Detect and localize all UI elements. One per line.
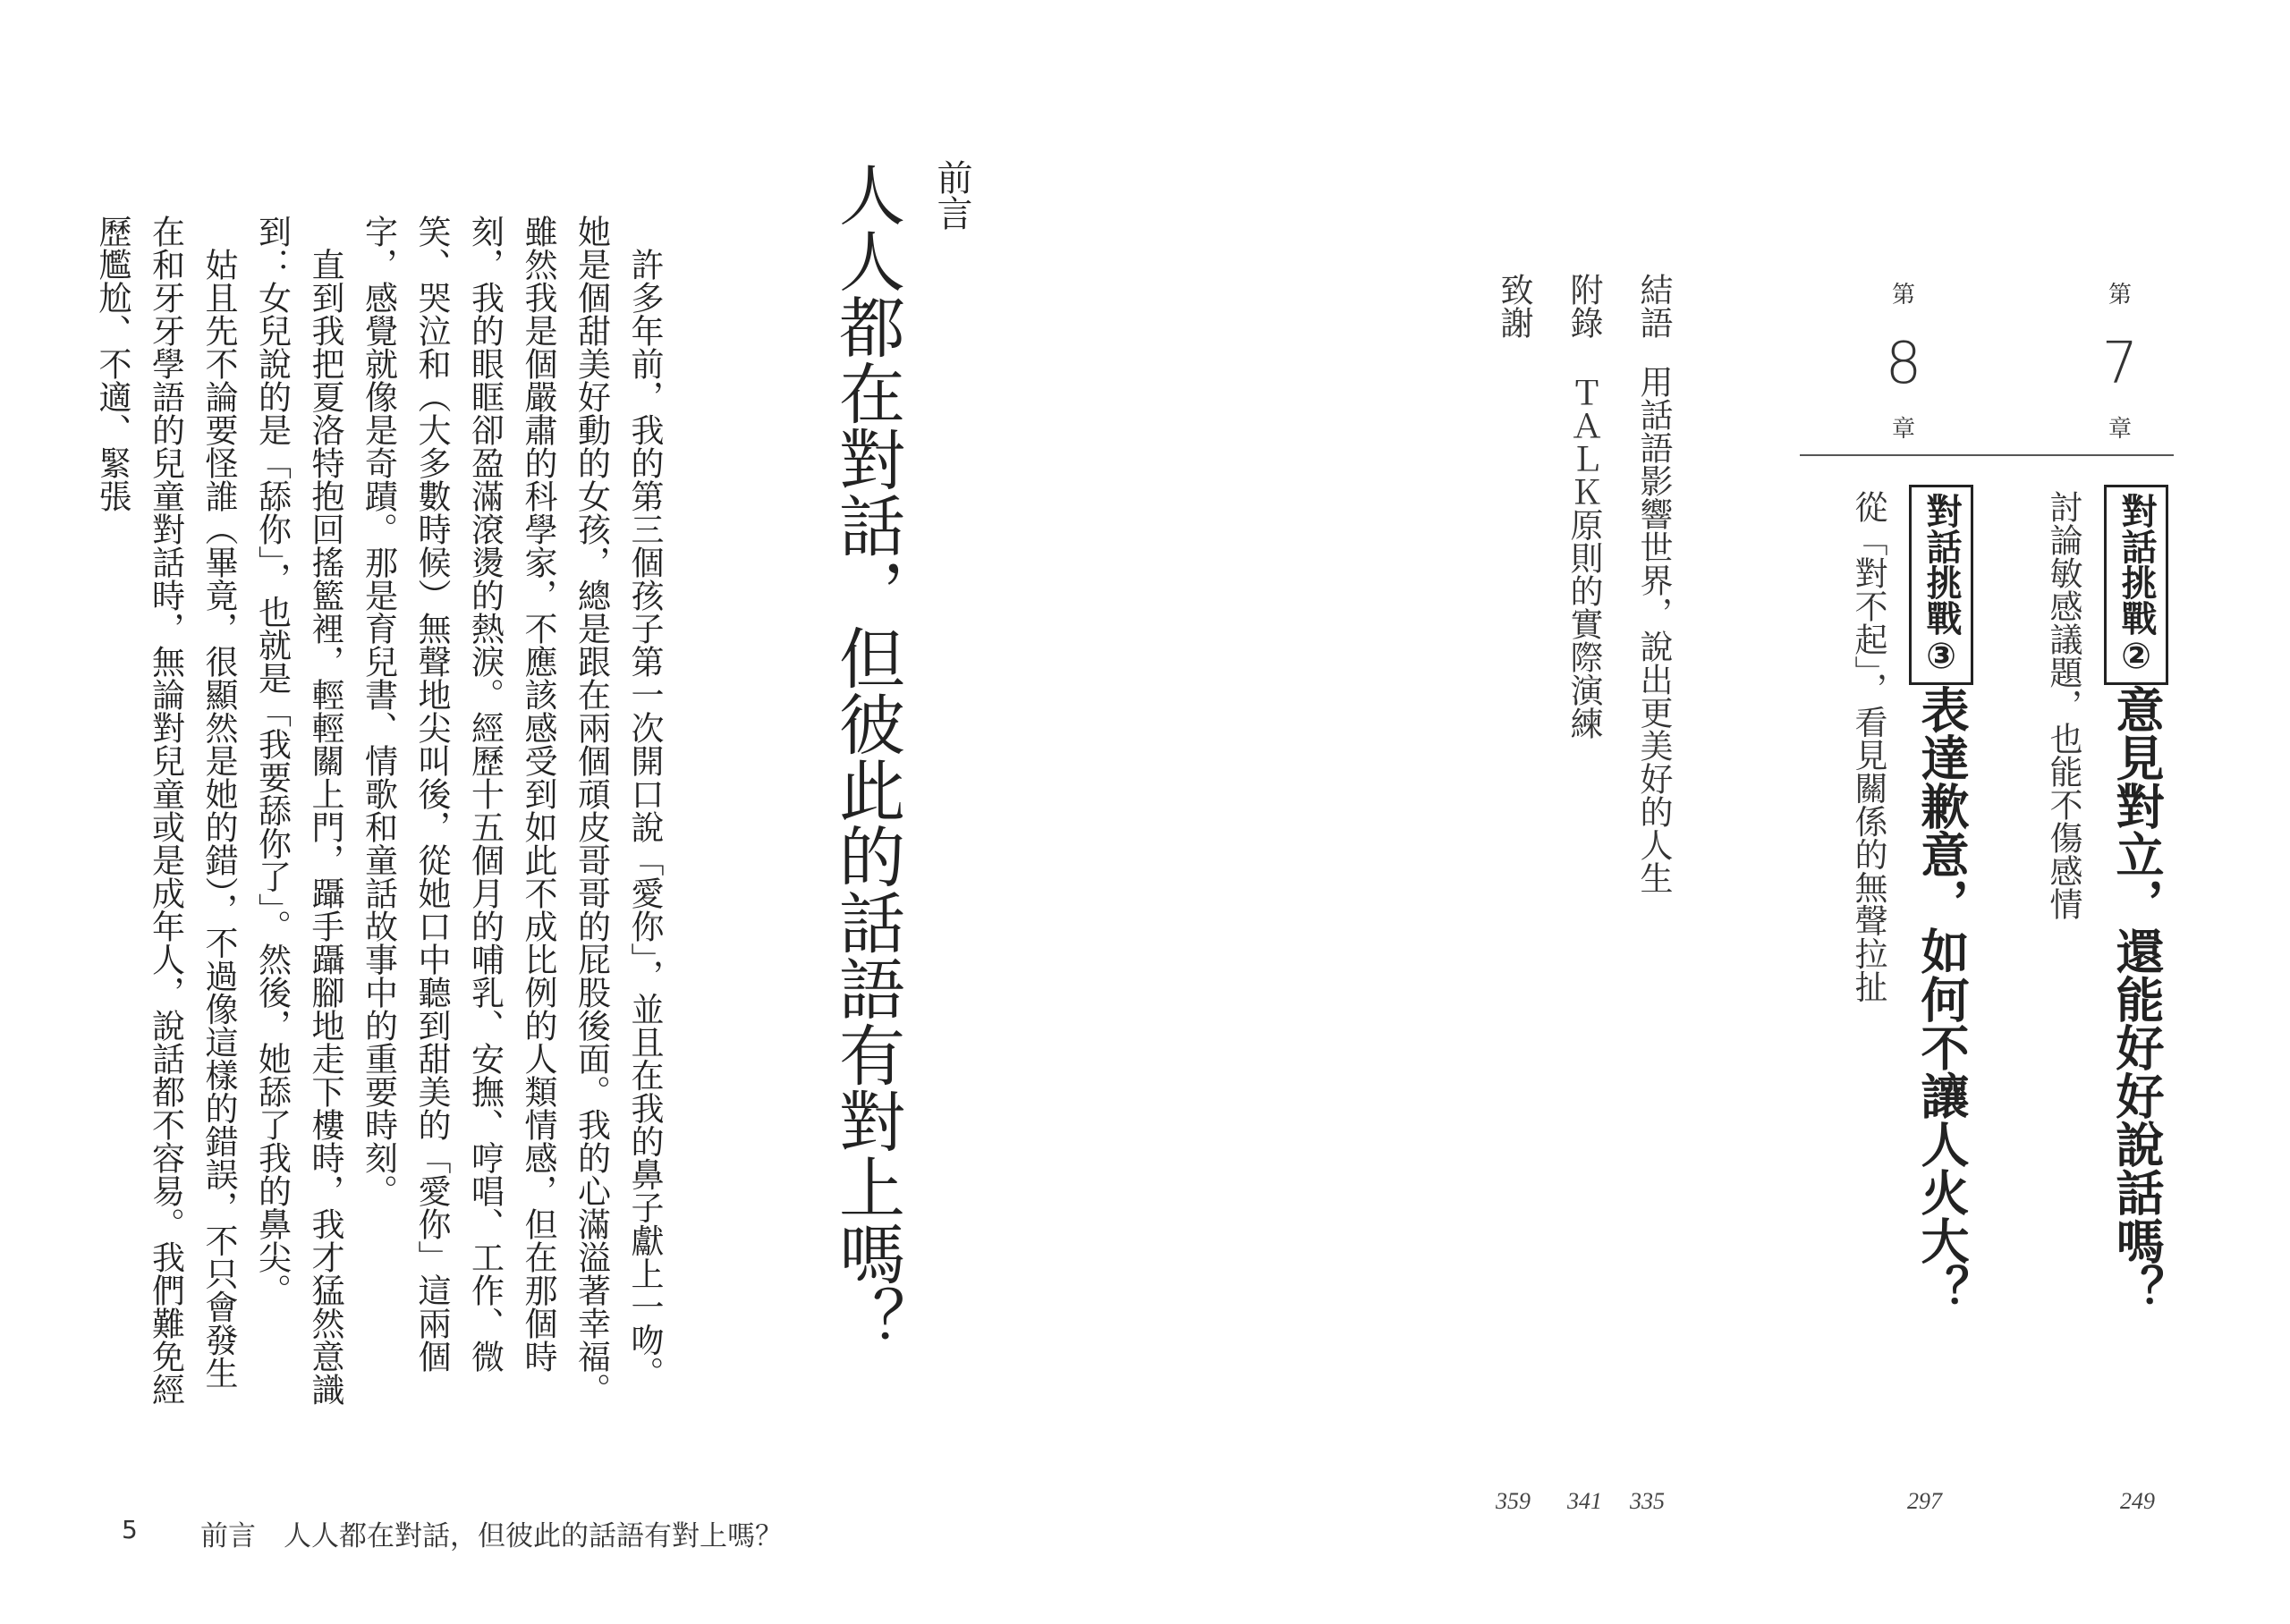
chapter-7-title: 意見對立，還能好好說話嗎？ <box>2108 685 2165 1313</box>
appendix-label: 附錄 <box>1565 273 1603 339</box>
preface-paragraph-2: 直到我把夏洛特抱回搖籃裡，輕輕關上門，躡手躡腳地走下樓時，我才猛然意識到：女兒說的是「舔你」，也就是「我要舔你了」。然後，她舔了我的鼻尖。 <box>252 215 344 1406</box>
chapter-7-label <box>2084 282 2156 443</box>
chapter-8-page-number: 297 <box>1907 1488 1942 1514</box>
running-header: 前言 人人都在對話，但彼此的話語有對上嗎？ <box>200 1520 783 1552</box>
chapter-7-title-line <box>2102 485 2168 1313</box>
chapter-8-number: 8 <box>1885 331 1922 397</box>
preface-paragraph-3: 姑且先不論要怪誰（畢竟，很顯然是她的錯），不過像這樣的錯誤，不只會發生在和牙牙學語的兒童對話時，無論對兒童或是成年人，說話都不容易。我們難免經歷尷尬、不適、緊張 <box>93 215 238 1406</box>
chapter-8-subtitle: 從「對不起」，看見關係的無聲拉扯 <box>1849 490 1887 1003</box>
preface-label: 前言 <box>931 159 972 231</box>
chapter-7-page-number: 249 <box>2120 1488 2155 1514</box>
toc-divider <box>1800 454 2174 456</box>
chapter-8-title: 表達歉意，如何不讓人火大？ <box>1913 685 1970 1313</box>
chapter-8-label-bottom: 章 <box>1891 416 1915 443</box>
preface-title: 人人都在對話，但彼此的話語有對上嗎？ <box>828 161 905 1352</box>
chapter-8-label-top: 第 <box>1891 282 1915 309</box>
chapter-7-label-bottom: 章 <box>2108 416 2132 443</box>
appendix-page-number: 341 <box>1567 1488 1602 1514</box>
chapter-7-badge: 對話挑戰② <box>2104 485 2168 685</box>
page-number: 5 <box>122 1515 138 1544</box>
chapter-8-title-line <box>1907 485 1973 1313</box>
chapter-8-badge: 對話挑戰③ <box>1909 485 1973 685</box>
chapter-7-subtitle: 討論敏感議題，也能不傷感情 <box>2044 490 2082 920</box>
chapter-7-number: 7 <box>2101 331 2139 397</box>
preface-body <box>93 215 671 1413</box>
preface-paragraph-1: 許多年前，我的第三個孩子第一次開口說「愛你」，並且在我的鼻子獻上一吻。她是個甜美好動的女孩，總是跟在兩個頑皮哥哥的屁股後面。我的心滿溢著幸福。雖然我是個嚴肅的科學家，不應該感受到如此不成比例的人類情感，但在那個時刻，我的眼眶卻盈滿滾燙的熱淚。經歷十五個月的哺乳、安撫、哼唱、工作、微笑、哭泣和（大多數時候）無聲地尖叫後，從她口中聽到甜美的「愛你」這兩個字，感覺就像是奇蹟。那是育兒書、情歌和童話故事中的重要時刻。 <box>359 215 664 1406</box>
conclusion-text: 用話語影響世界，說出更美好的人生 <box>1634 365 1673 894</box>
conclusion-label: 結語 <box>1634 273 1673 339</box>
thanks-label: 致謝 <box>1495 273 1533 339</box>
appendix-text: ＴＡＬＫ原則的實際演練 <box>1565 376 1603 740</box>
conclusion-page-number: 335 <box>1630 1488 1665 1514</box>
chapter-8-label <box>1868 282 1939 443</box>
chapter-7-label-top: 第 <box>2108 282 2132 309</box>
thanks-page-number: 359 <box>1496 1488 1531 1514</box>
